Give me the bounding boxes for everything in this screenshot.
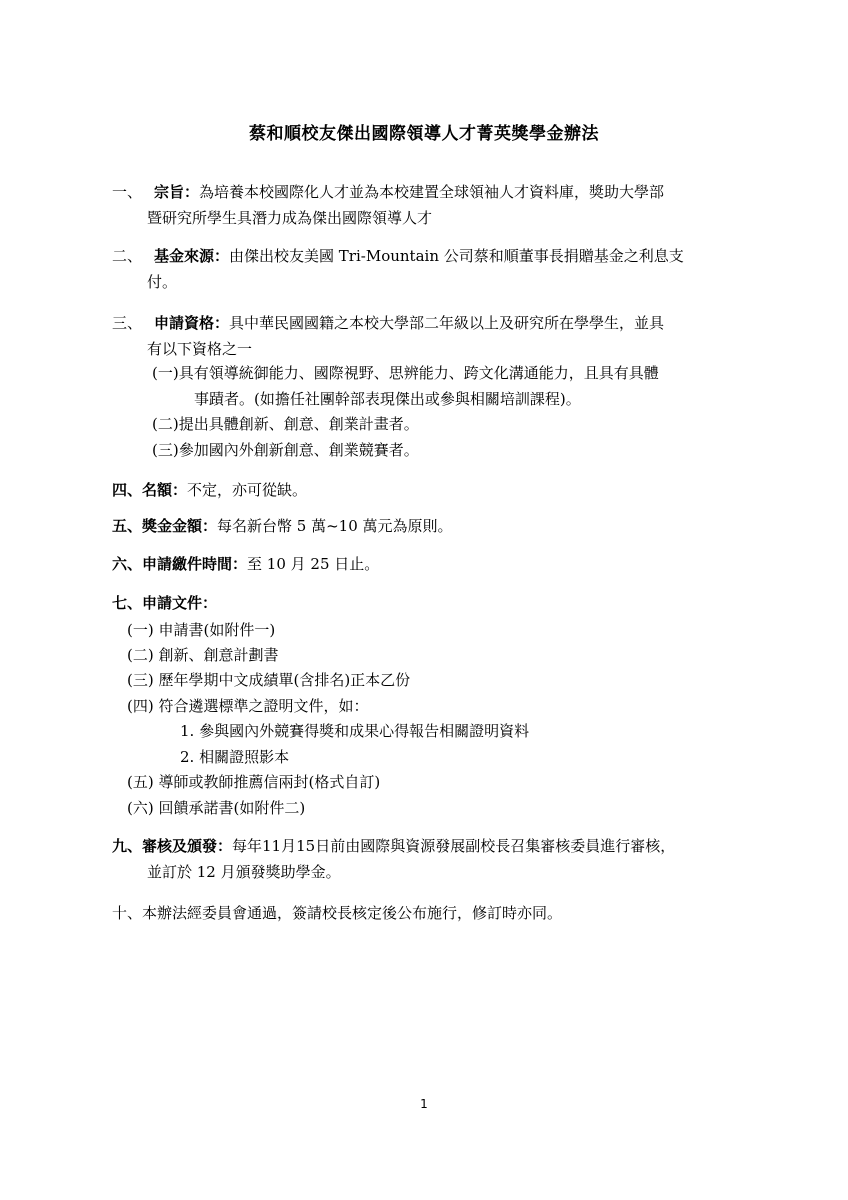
section-7-label-text: 七、申請文件： [112,594,218,612]
section-5 [112,516,453,536]
section-3-item-1a: (一)具有領導統御能力、國際視野、思辨能力、跨文化溝通能力，且具有具體 [152,364,659,382]
section-7-item-4: (四) 符合遴選標準之證明文件，如： [127,697,369,715]
section-3-line-1 [112,313,664,333]
section-9-line-1 [112,836,675,856]
section-9-label: 九、審核及頒發： [112,837,233,855]
section-3-text-1: 具中華民國國籍之本校大學部二年級以上及研究所在學學生，並具 [229,314,665,332]
section-3-text-2: 有以下資格之一 [147,340,253,358]
section-7-label [112,593,217,613]
section-7-item-3: (三) 歷年學期中文成績單(含排名)正本乙份 [127,671,411,689]
section-9-text-2: 並訂於 12 月頒發獎助學金。 [147,863,341,881]
section-1-line-1 [112,182,664,202]
section-7-item-6: (六) 回饋承諾書(如附件二) [127,799,306,817]
section-1-label: 宗旨： [154,183,200,201]
section-5-label: 五、獎金金額： [112,517,218,535]
section-6 [112,554,379,574]
document-title: 蔡和順校友傑出國際領導人才菁英獎學金辦法 [249,124,599,144]
section-1-text-1: 為培養本校國際化人才並為本校建置全球領袖人才資料庫，獎助大學部 [199,183,665,201]
section-4 [112,480,307,500]
section-6-label: 六、申請繳件時間： [112,555,248,573]
section-7-sub-item-1: 1. 參與國內外競賽得獎和成果心得報告相關證明資料 [180,722,530,740]
section-2-text-1: 由傑出校友美國 Tri-Mountain 公司蔡和順董事長捐贈基金之利息支 [229,247,684,265]
section-3-item-3: (三)參加國內外創新創意、創業競賽者。 [152,441,419,459]
section-5-text: 每名新台幣 5 萬~10 萬元為原則。 [217,517,453,535]
section-9-text-1: 每年11月15日前由國際與資源發展副校長召集審核委員進行審核， [232,837,676,855]
section-6-text: 至 10 月 25 日止。 [247,555,380,573]
section-2-number: 二、 [112,247,143,265]
section-7-item-1: (一) 申請書(如附件一) [127,621,276,639]
section-3-label: 申請資格： [154,314,230,332]
section-2-label: 基金來源： [154,247,230,265]
section-2-text-2: 付。 [147,273,178,291]
section-1-text-2: 暨研究所學生具潛力成為傑出國際領導人才 [147,209,433,227]
section-4-label: 四、名額： [112,481,188,499]
section-7-item-5: (五) 導師或教師推薦信兩封(格式自訂) [127,773,381,791]
section-1-number: 一、 [112,183,143,201]
section-3-number: 三、 [112,314,143,332]
page-number: 1 [420,1097,428,1111]
section-4-text: 不定，亦可從缺。 [187,481,308,499]
section-2-line-1 [112,246,684,266]
section-10: 十、本辦法經委員會通過，簽請校長核定後公布施行，修訂時亦同。 [112,904,563,922]
section-7-sub-item-2: 2. 相關證照影本 [180,748,290,766]
section-7-item-2: (二) 創新、創意計劃書 [127,646,279,664]
section-3-item-2: (二)提出具體創新、創意、創業計畫者。 [152,415,419,433]
section-3-item-1b: 事蹟者。(如擔任社團幹部表現傑出或參與相關培訓課程)。 [194,390,581,408]
